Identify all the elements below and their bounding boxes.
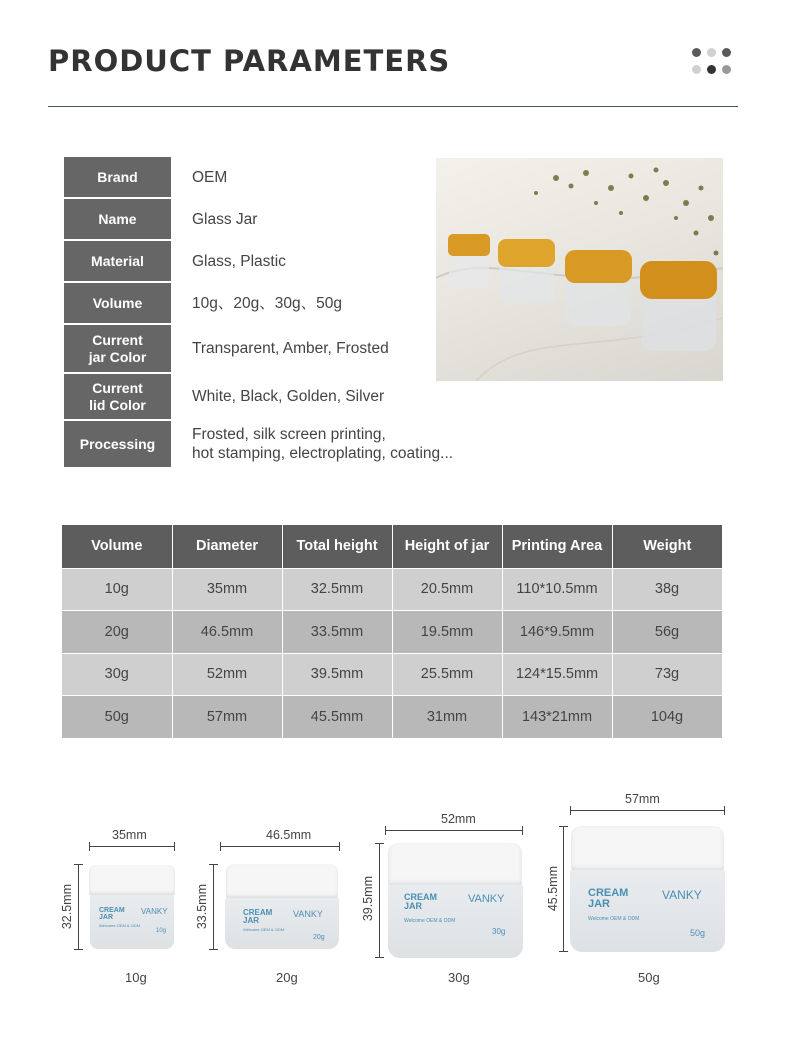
jar-product-text: CREAM JAR [404,892,437,911]
jar-lid [571,826,724,870]
jar-product-text: CREAM JAR [243,908,273,925]
header-divider [48,106,738,107]
jar-size-text: 20g [313,934,325,941]
height-line [379,843,380,958]
tick [89,842,90,851]
col-header-total-height: Total height [282,525,392,568]
table-row [62,611,722,654]
jar-photo-illustration [436,158,723,381]
table-row [62,696,722,739]
jar-width-label: 46.5mm [266,828,312,842]
param-label: Name [64,199,171,239]
tick [339,842,340,851]
param-label: Current jar Color [64,325,171,372]
col-header-weight: Weight [612,525,722,568]
table-cell: 30g [62,653,172,696]
table-cell: 20g [62,611,172,654]
parameter-list [64,157,453,469]
jar-size-text: 50g [690,928,706,938]
param-row-brand [64,157,453,197]
jar-volume-label: 20g [276,970,298,985]
table-cell: 50g [62,696,172,739]
param-row-volume [64,283,453,323]
table-cell: 20.5mm [392,568,502,611]
width-line [89,846,175,847]
jar-lid [388,843,522,885]
param-label: Processing [64,421,171,467]
tick [220,842,221,851]
jar-brand-text: VANKY [468,893,505,905]
table-row [62,568,722,611]
col-header-volume: Volume [62,525,172,568]
param-row-lid-color [64,374,453,419]
param-row-material [64,241,453,281]
jar-volume-label: 10g [125,970,147,985]
tick [385,826,386,835]
tick [74,949,83,950]
table-cell: 56g [612,611,722,654]
jar-height-label: 32.5mm [60,884,74,930]
param-row-name [64,199,453,239]
col-header-diameter: Diameter [172,525,282,568]
table-cell: 32.5mm [282,568,392,611]
table-cell: 39.5mm [282,653,392,696]
dot-icon [722,65,731,74]
jar-body [570,870,725,952]
jar-tagline: Welcome OEM & ODM [99,923,141,928]
table-cell: 10g [62,568,172,611]
tick [559,951,568,952]
height-line [563,826,564,952]
param-value: Glass Jar [192,210,258,228]
table-cell: 38g [612,568,722,611]
table-cell: 110*10.5mm [502,568,612,611]
table-cell: 143*21mm [502,696,612,739]
table-cell: 52mm [172,653,282,696]
jar-body [90,895,174,949]
jar-width-label: 57mm [625,792,660,806]
dot-icon [707,65,716,74]
jar-tagline: Welcome OEM & ODM [588,916,640,922]
param-value: Frosted, silk screen printing, hot stamping, electroplating, coating... [192,426,454,462]
param-value: OEM [192,168,228,186]
tick [724,806,725,815]
table-cell: 57mm [172,696,282,739]
jar-width-label: 35mm [112,828,147,842]
jar-height-label: 39.5mm [361,876,375,922]
decorative-dots [692,48,732,76]
param-value: White, Black, Golden, Silver [192,388,385,405]
table-cell: 19.5mm [392,611,502,654]
jar-brand-text: VANKY [293,909,323,919]
jar-width-label: 52mm [441,812,476,826]
param-label: Current lid Color [64,374,171,419]
dot-icon [692,48,701,57]
param-label: Volume [64,283,171,323]
jar-lid [226,864,338,898]
jar-height-label: 45.5mm [546,866,560,912]
jar-body [225,898,339,949]
spec-header-row [62,525,722,568]
jar-size-text: 10g [156,928,167,934]
jar-volume-label: 50g [638,970,660,985]
page-title: PRODUCT PARAMETERS [48,44,451,78]
tick [209,949,218,950]
param-value: Glass, Plastic [192,252,286,270]
table-cell: 104g [612,696,722,739]
jar-brand-text: VANKY [662,888,702,902]
param-label: Brand [64,157,171,197]
table-cell: 73g [612,653,722,696]
jar-body [388,885,523,958]
param-value: Transparent, Amber, Frosted [192,340,389,357]
width-line [385,830,523,831]
tick [522,826,523,835]
tick [559,826,568,827]
jar-product-text: CREAM JAR [588,887,629,910]
tick [375,843,384,844]
jar-tagline: Welcome OEM & ODM [404,918,456,924]
spec-table [62,525,723,738]
table-cell: 146*9.5mm [502,611,612,654]
param-label: Material [64,241,171,281]
product-photo [436,158,723,381]
dot-icon [692,65,701,74]
table-cell: 31mm [392,696,502,739]
width-line [570,810,725,811]
height-line [213,864,214,950]
tick [209,864,218,865]
col-header-printing-area: Printing Area [502,525,612,568]
param-row-processing [64,421,453,467]
dot-icon [707,48,716,57]
table-cell: 45.5mm [282,696,392,739]
tick [570,806,571,815]
table-cell: 124*15.5mm [502,653,612,696]
height-line [78,864,79,950]
param-row-jar-color [64,325,453,372]
jar-tagline: Welcome OEM & ODM [243,927,285,932]
tick [174,842,175,851]
table-cell: 46.5mm [172,611,282,654]
jar-lid [89,865,175,895]
tick [74,864,83,865]
table-cell: 25.5mm [392,653,502,696]
jar-size-text: 30g [492,927,506,936]
table-row [62,653,722,696]
param-value: 10g、20g、30g、50g [192,294,342,312]
table-cell: 33.5mm [282,611,392,654]
dot-icon [722,48,731,57]
jar-volume-label: 30g [448,970,470,985]
col-header-jar-height: Height of jar [392,525,502,568]
jar-height-label: 33.5mm [195,884,209,930]
jar-product-text: CREAM JAR [99,907,125,921]
width-line [220,846,340,847]
tick [375,957,384,958]
jar-brand-text: VANKY [141,907,168,916]
table-cell: 35mm [172,568,282,611]
